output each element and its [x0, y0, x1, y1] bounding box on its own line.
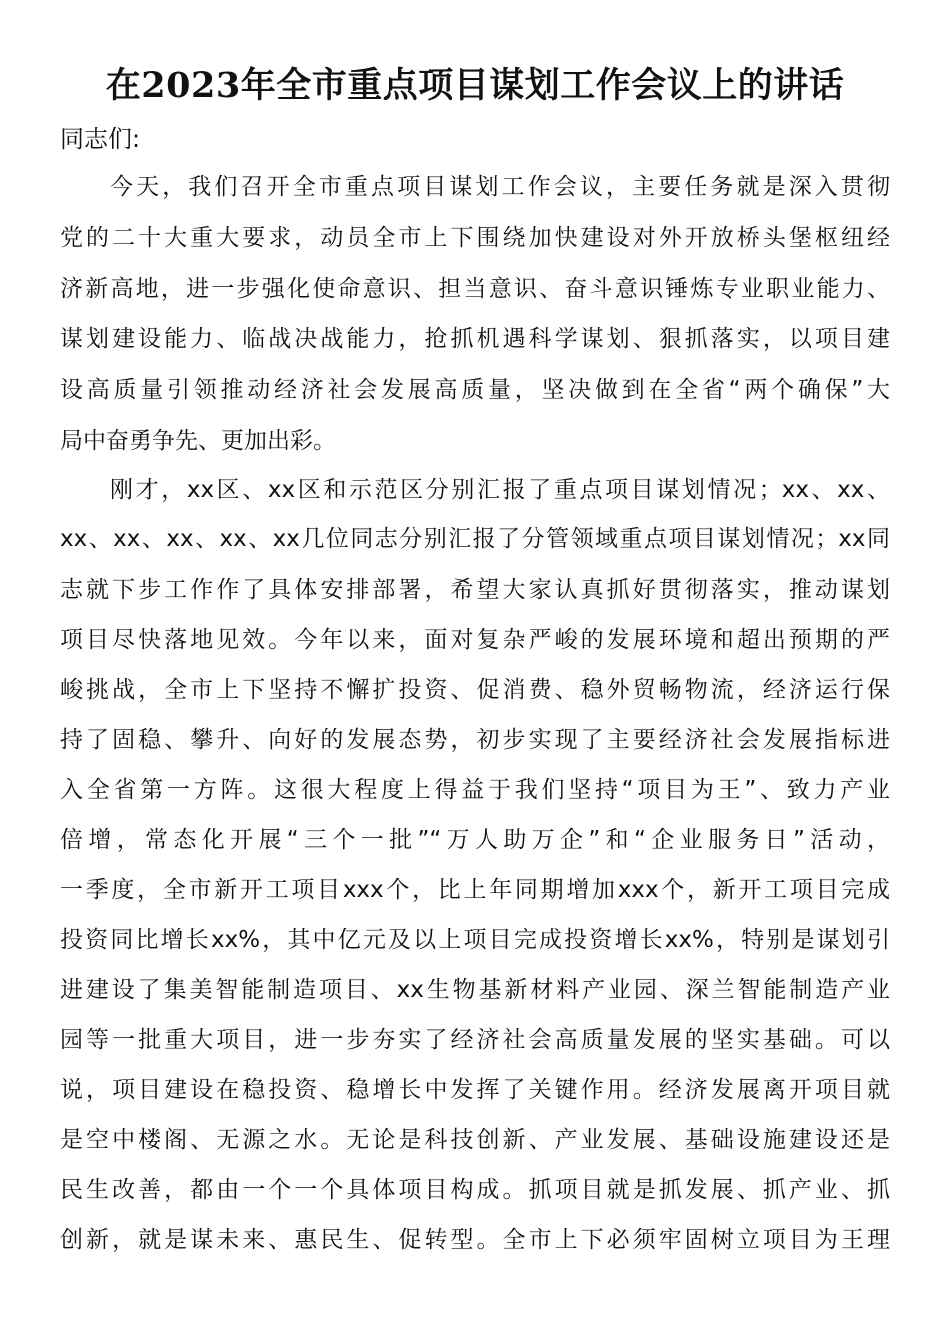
paragraph-line: 民生改善，都由一个一个具体项目构成。抓项目就是抓发展、抓产业、抓 — [60, 1177, 890, 1203]
paragraph-line: 志就下步工作作了具体安排部署，希望大家认真抓好贯彻落实，推动谋划 — [60, 577, 890, 603]
paragraph-line: 倍增，常态化开展“三个一批”“万人助万企”和“企业服务日”活动， — [60, 827, 890, 853]
paragraph-line: xx、xx、xx、xx、xx几位同志分别汇报了分管领域重点项目谋划情况；xx同 — [60, 526, 890, 552]
paragraph-line: 是空中楼阁、无源之水。无论是科技创新、产业发展、基础设施建设还是 — [60, 1127, 890, 1153]
paragraph-line: 进建设了集美智能制造项目、xx生物基新材料产业园、深兰智能制造产业 — [60, 977, 890, 1003]
greeting: 同志们: — [60, 125, 141, 153]
paragraph-line: 设高质量引领推动经济社会发展高质量，坚决做到在全省“两个确保”大 — [60, 377, 890, 403]
paragraph-line: 项目尽快落地见效。今年以来，面对复杂严峻的发展环境和超出预期的严 — [60, 627, 890, 653]
paragraph-line: 党的二十大重大要求，动员全市上下围绕加快建设对外开放桥头堡枢纽经 — [60, 225, 890, 251]
paragraph-line: 入全省第一方阵。这很大程度上得益于我们坚持“项目为王”、致力产业 — [60, 777, 890, 803]
paragraph-line: 说，项目建设在稳投资、稳增长中发挥了关键作用。经济发展离开项目就 — [60, 1077, 890, 1103]
paragraph-line: 局中奋勇争先、更加出彩。 — [60, 428, 336, 454]
paragraph-line: 峻挑战，全市上下坚持不懈扩投资、促消费、稳外贸畅物流，经济运行保 — [60, 677, 890, 703]
paragraph-line: 谋划建设能力、临战决战能力，抢抓机遇科学谋划、狠抓落实，以项目建 — [60, 326, 890, 352]
paragraph-line: 投资同比增长xx%，其中亿元及以上项目完成投资增长xx%，特别是谋划引 — [60, 927, 890, 953]
paragraph-line: 今天，我们召开全市重点项目谋划工作会议，主要任务就是深入贯彻 — [110, 174, 890, 200]
paragraph-line: 一季度，全市新开工项目xxx个，比上年同期增加xxx个，新开工项目完成 — [60, 877, 890, 903]
paragraph-line: 园等一批重大项目，进一步夯实了经济社会高质量发展的坚实基础。可以 — [60, 1027, 890, 1053]
paragraph-line: 济新高地，进一步强化使命意识、担当意识、奋斗意识锤炼专业职业能力、 — [60, 276, 890, 302]
paragraph-line: 刚才，xx区、xx区和示范区分别汇报了重点项目谋划情况；xx、xx、 — [110, 477, 890, 503]
paragraph-line: 创新，就是谋未来、惠民生、促转型。全市上下必须牢固树立项目为王理 — [60, 1227, 890, 1253]
document-title: 在2023年全市重点项目谋划工作会议上的讲话 — [105, 65, 845, 106]
paragraph-line: 持了固稳、攀升、向好的发展态势，初步实现了主要经济社会发展指标进 — [60, 727, 890, 753]
